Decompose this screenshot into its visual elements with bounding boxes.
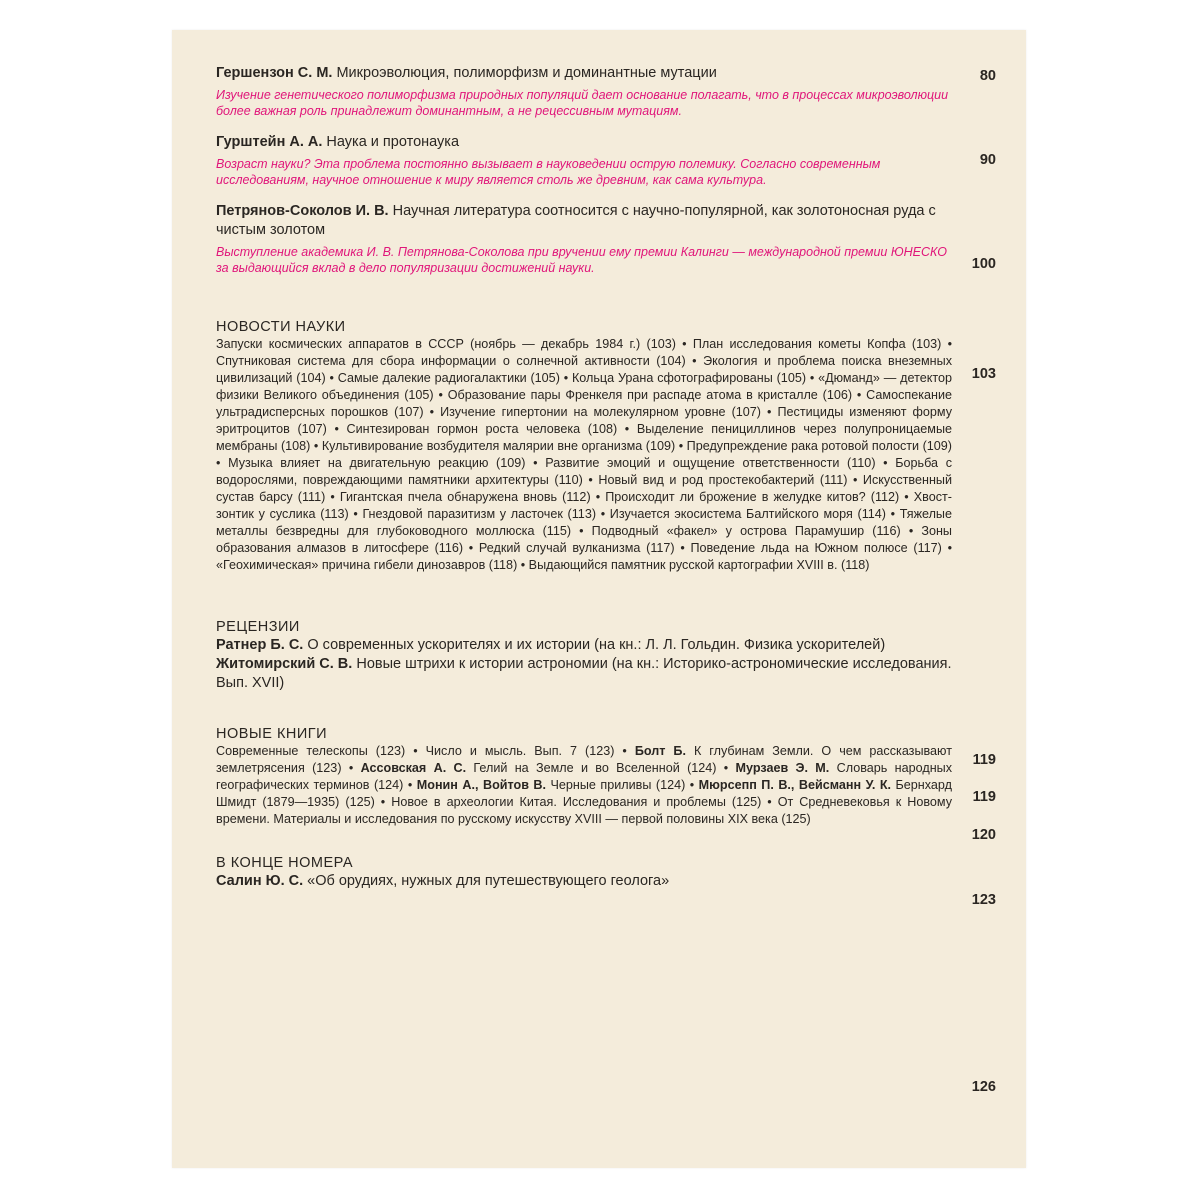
article-title [216, 133, 952, 152]
section-heading: РЕЦЕНЗИИ [216, 619, 300, 635]
table-of-contents [216, 64, 952, 891]
page-number: 123 [971, 892, 996, 908]
review-title: Новые штрихи к истории астрономии (на кн.: Историко-астрономические исследования. Вып. XVII) [216, 656, 952, 691]
book-text: Современные телескопы (123) • Число и мысль. Вып. 7 (123) • [216, 744, 635, 758]
section-heading: НОВЫЕ КНИГИ [216, 726, 328, 742]
article-title [216, 64, 952, 83]
news-section [216, 318, 952, 574]
book-author: Мурзаев Э. М. [735, 761, 830, 775]
end-entry [216, 872, 952, 891]
book-text: Гелий на Земле и во Вселенной (124) • [466, 761, 736, 775]
article-entry [216, 202, 952, 276]
author-name: Салин Ю. С. [216, 873, 304, 889]
book-text: Словарь народных географических терминов (124) • [216, 761, 952, 792]
article-entry [216, 133, 952, 188]
books-listing [216, 743, 952, 828]
page-number: 100 [971, 256, 996, 272]
author-name: Петрянов-Соколов И. В. [216, 203, 389, 219]
book-text: Черные приливы (124) • [546, 778, 699, 792]
book-author: Ассовская А. С. [360, 761, 467, 775]
book-text: К глубинам Земли. О чем рассказывают землетрясения (123) • [216, 744, 952, 775]
page-number: 119 [972, 752, 996, 768]
book-author: Монин А., Войтов В. [416, 778, 547, 792]
book-text: Бернхард Шмидт (1879—1935) (125) • Новое в археологии Китая. Исследования и проблемы (125) • От Средневековья к Новому времени. Материалы и исследования по русскому искусству XVIII — первой половины XIX века (125) [216, 778, 952, 826]
page-number: 119 [972, 789, 996, 805]
page-number: 126 [971, 1079, 996, 1095]
article-title [216, 202, 952, 240]
review-entry [216, 655, 952, 693]
document-page [172, 30, 1026, 1168]
article-annotation: Выступление академика И. В. Петрянова-Соколова при вручении ему премии Калинги — международной премии ЮНЕСКО за выдающийся вклад в дело популяризации достижений науки. [216, 245, 947, 275]
author-name: Гершензон С. М. [216, 65, 333, 81]
section-heading: НОВОСТИ НАУКИ [216, 319, 346, 335]
review-title: О современных ускорителях и их истории (на кн.: Л. Л. Гольдин. Физика ускорителей) [303, 637, 886, 653]
book-author: Болт Б. [634, 744, 686, 758]
page-number: 90 [979, 152, 996, 168]
author-name: Гурштейн А. А. [216, 134, 323, 150]
article-title-text: Микроэволюция, полиморфизм и доминантные мутации [332, 65, 717, 81]
section-heading: В КОНЦЕ НОМЕРА [216, 855, 354, 871]
end-title: «Об орудиях, нужных для путешествующего геолога» [303, 873, 670, 889]
reviews-section [216, 618, 952, 693]
article-annotation: Возраст науки? Эта проблема постоянно вызывает в науковедении острую полемику. Согласно современным исследованиям, научное отношение к миру является столь же древним, как сама культура. [216, 157, 881, 187]
new-books-section [216, 725, 952, 828]
book-author: Мюрсепп П. В., Вейсманн У. К. [698, 778, 892, 792]
article-title-text: Наука и протонаука [322, 134, 460, 150]
page-number: 80 [979, 68, 996, 84]
review-entry [216, 636, 952, 655]
author-name: Житомирский С. В. [216, 656, 353, 672]
news-listing: Запуски космических аппаратов в СССР (ноябрь — декабрь 1984 г.) (103) • План исследования кометы Копфа (103) • Спутниковая система для сбора информации о солнечной активности (104) • Экология и проблема поиска внеземных цивилизаций (104) • Самые далекие радиогалактики (105) • Кольца Урана сфотографированы (105) • «Дюманд» — детектор физики Великого объединения (105) • Образование пары Френкеля при распаде атома в кристалле (106) • Самоспекание ультрадисперсных порошков (107) • Изучение гипертонии на молекулярном уровне (107) • Пестициды изменяют форму эритроцитов (107) • Синтезирован гормон роста человека (108) • Выделение пенициллинов через полупроницаемые мембраны (108) • Культивирование возбудителя малярии вне организма (109) • Предупреждение рака ротовой полости (109) • Музыка влияет на двигательную реакцию (109) • Развитие эмоций и ощущение ответственности (110) • Борьба с водорослями, повреждающими памятники архитектуры (110) • Новый вид и род простекобактерий (111) • Искусственный сустав барсу (111) • Гигантская пчела обнаружена вновь (112) • Происходит ли брожение в желудке китов? (112) • Хвост-зонтик у суслика (113) • Гнездовой паразитизм у ласточек (113) • Изучается экосистема Балтийского моря (114) • Тяжелые металлы безвредны для глубоководного моллюска (115) • Подводный «факел» у острова Парамушир (116) • Зоны образования алмазов в литосфере (116) • Редкий случай вулканизма (117) • Поведение льда на Южном полюсе (117) • «Геохимическая» причина гибели динозавров (118) • Выдающийся памятник русской картографии XVIII в. (118) [216, 337, 952, 572]
article-annotation: Изучение генетического полиморфизма природных популяций дает основание полагать, что в процессах микроэволюции более важная роль принадлежит доминантным, а не рецессивным мутациям. [216, 88, 949, 118]
page-number: 103 [971, 366, 996, 382]
article-entry [216, 64, 952, 119]
page-number: 120 [971, 827, 996, 843]
article-title-text: Научная литература соотносится с научно-популярной, как золотоносная руда с чистым золотом [216, 203, 936, 238]
end-section [216, 854, 952, 891]
author-name: Ратнер Б. С. [216, 637, 304, 653]
